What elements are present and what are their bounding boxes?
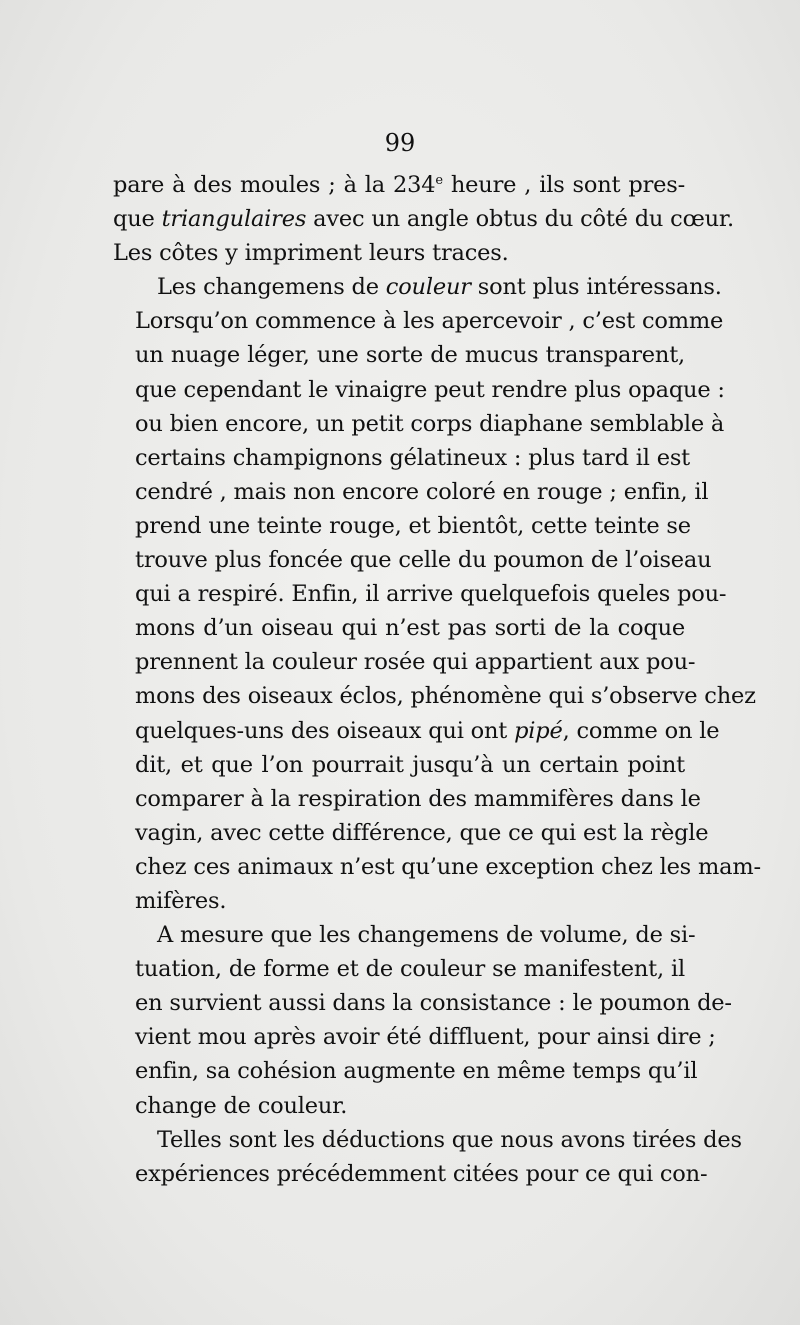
text-segment: sont plus intéressans. <box>470 274 722 301</box>
text-line <box>113 748 685 782</box>
text-segment: couleur <box>385 274 471 301</box>
text-segment: triangulaires <box>161 206 307 233</box>
text-segment: mons des oiseaux éclos, phénomène qui s’observe chez <box>135 683 756 710</box>
text-segment: enfin, sa cohésion augmente en même temps qu’il <box>135 1058 698 1085</box>
text-line <box>113 952 685 986</box>
text-segment: Les changemens de <box>157 274 386 301</box>
text-segment: que <box>113 206 162 233</box>
text-line <box>113 611 685 645</box>
text-line <box>113 577 727 611</box>
text-line <box>113 270 722 304</box>
text-segment: , comme on le <box>562 717 720 744</box>
text-segment: dit, et que l’on pourrait jusqu’à un certain point <box>135 751 685 778</box>
text-segment: que cependant le vinaigre peut rendre plus opaque : <box>135 376 725 403</box>
text-segment: Les côtes y impriment leurs traces. <box>113 240 509 267</box>
text-segment: trouve plus foncée que celle du poumon de l’oiseau <box>135 547 712 574</box>
text-segment: heure , ils sont pres- <box>442 172 685 198</box>
text-line <box>113 782 701 816</box>
text-line <box>113 543 712 577</box>
text-line <box>113 407 725 441</box>
text-segment: pipé <box>514 717 563 744</box>
text-segment: tuation, de forme et de couleur se manifestent, il <box>135 956 685 983</box>
text-line <box>113 918 696 952</box>
text-segment: en survient aussi dans la consistance : le poumon de- <box>135 990 732 1017</box>
text-segment: qui a respiré. Enfin, il arrive quelquefois queles pou- <box>135 581 727 608</box>
paragraph <box>113 270 761 918</box>
text-segment: Lorsqu’on commence à les apercevoir , c’est comme <box>135 308 724 335</box>
text-line <box>113 168 685 202</box>
text-line <box>113 236 685 270</box>
text-line <box>113 304 724 338</box>
paragraph <box>113 918 732 1123</box>
text-line <box>113 1089 685 1123</box>
text-line <box>113 1020 716 1054</box>
text-line <box>113 884 685 918</box>
paragraph <box>113 168 734 270</box>
text-segment: ou bien encore, un petit corps diaphane semblable à <box>135 410 725 437</box>
text-segment: expériences précédemment citées pour ce qui con- <box>135 1160 708 1187</box>
page-number: 99 <box>384 129 416 157</box>
text-line <box>113 475 709 509</box>
text-line <box>113 202 734 236</box>
text-segment: mifères. <box>135 887 227 914</box>
text-segment: comparer à la respiration des mammifères dans le <box>135 785 701 812</box>
text-segment: pare à des moules ; à la 234 <box>113 172 436 198</box>
text-segment: A mesure que les changemens de volume, de si- <box>157 922 696 949</box>
text-segment: un nuage léger, une sorte de mucus transparent, <box>135 342 685 369</box>
text-line <box>113 986 732 1020</box>
text-segment: vagin, avec cette différence, que ce qui est la règle <box>135 819 709 846</box>
text-segment: chez ces animaux n’est qu’une exception chez les mam- <box>135 853 761 880</box>
text-line <box>113 373 725 407</box>
text-line <box>113 1054 698 1088</box>
text-line <box>113 816 709 850</box>
text-segment: quelques-uns des oiseaux qui ont <box>135 717 515 744</box>
text-line <box>113 714 720 748</box>
text-segment: prend une teinte rouge, et bientôt, cette teinte se <box>135 512 691 539</box>
text-line <box>113 679 756 713</box>
text-line <box>113 645 696 679</box>
text-line <box>113 1123 742 1157</box>
text-line <box>113 441 691 475</box>
text-segment: certains champignons gélatineux : plus tard il est <box>135 444 691 471</box>
text-segment: mons d’un oiseau qui n’est pas sorti de la coque <box>135 615 685 642</box>
body-text <box>113 168 761 1191</box>
text-segment: e <box>435 173 443 188</box>
text-segment: avec un angle obtus du côté du cœur. <box>306 206 734 233</box>
text-segment: cendré , mais non encore coloré en rouge ; enfin, il <box>135 478 709 505</box>
text-segment: vient mou après avoir été diffluent, pour ainsi dire ; <box>135 1024 716 1051</box>
text-segment: prennent la couleur rosée qui appartient aux pou- <box>135 649 696 676</box>
text-segment: change de couleur. <box>135 1092 348 1119</box>
text-line <box>113 338 685 372</box>
paragraph <box>113 1123 742 1191</box>
text-line <box>113 509 691 543</box>
text-line <box>113 1157 708 1191</box>
text-line <box>113 850 761 884</box>
text-segment: Telles sont les déductions que nous avons tirées des <box>157 1126 742 1153</box>
